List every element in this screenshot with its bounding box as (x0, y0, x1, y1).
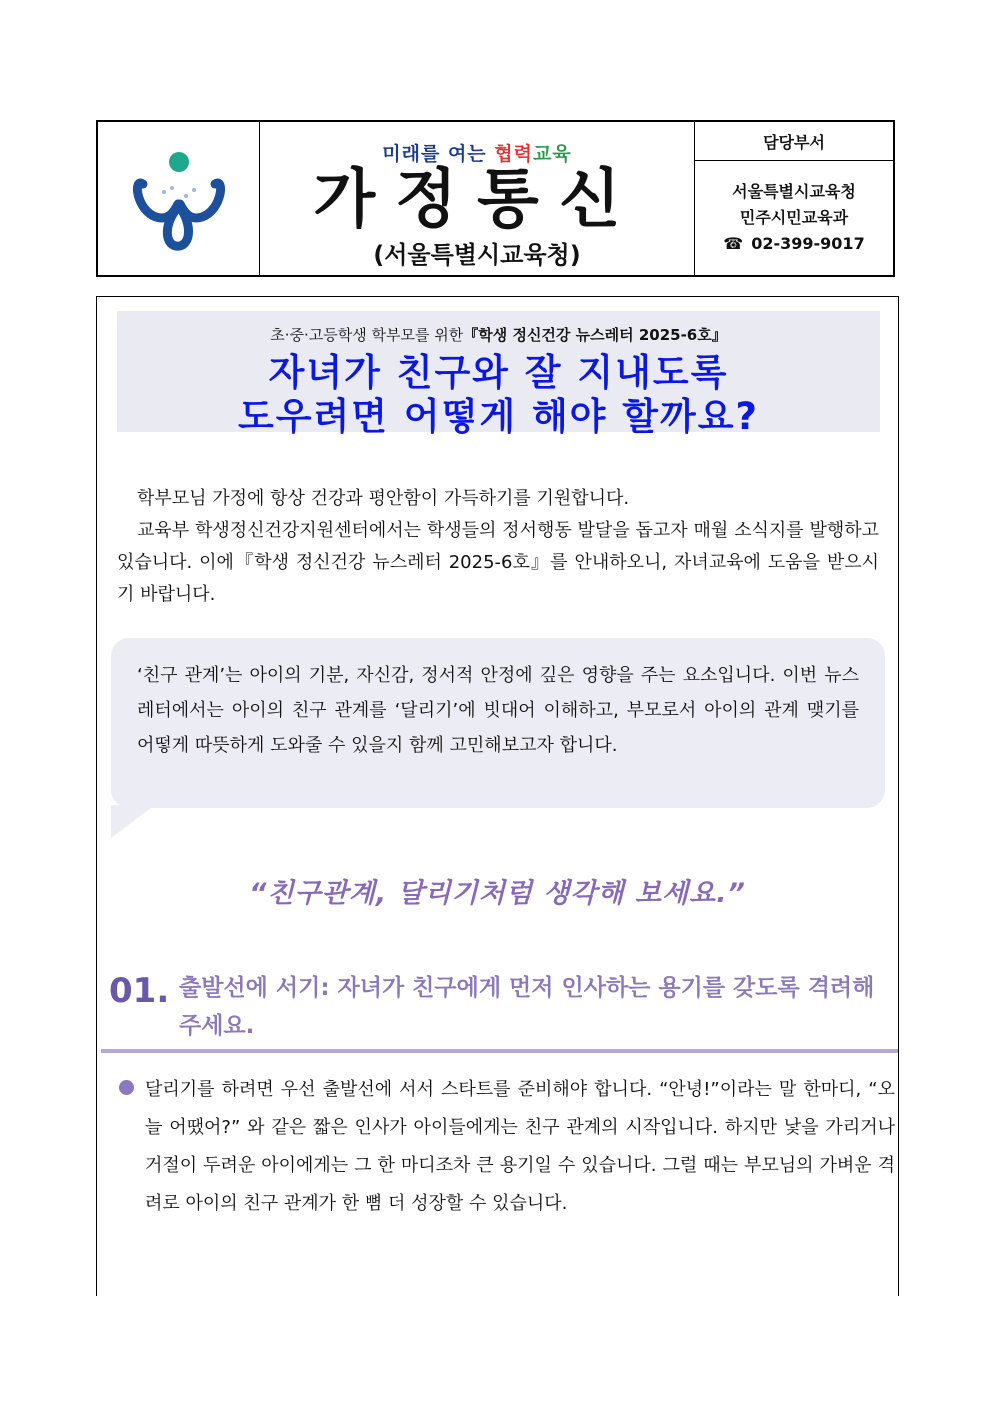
speech-bubble-tail (111, 805, 155, 838)
slogan-part3: 교육 (533, 143, 572, 165)
section-number: 01. (109, 971, 170, 1011)
phone-icon: ☎ (723, 234, 744, 253)
title-banner (117, 311, 880, 438)
seoul-education-logo (98, 122, 259, 275)
department-phone-line (723, 231, 864, 257)
intro-text (117, 483, 879, 611)
quote-heading: “친구관계, 달리기처럼 생각해 보세요.” (249, 878, 746, 909)
department-phone: 02-399-9017 (751, 234, 865, 253)
headline-line2: 도우려면 어떻게 해야 할까요? (237, 395, 759, 438)
newsletter-header (96, 120, 895, 277)
slogan-part1: 미래를 여는 (382, 143, 495, 165)
slogan-part2: 협력 (494, 143, 533, 165)
department-division: 민주시민교육과 (739, 208, 849, 227)
section-divider (101, 1049, 898, 1053)
banner-lead (117, 324, 880, 345)
content-frame (96, 296, 899, 1296)
department-org: 서울특별시교육청 (732, 182, 856, 201)
department-label: 담당부서 (695, 122, 893, 161)
bullet-icon (119, 1080, 134, 1095)
banner-headline (117, 351, 880, 439)
department-info (695, 161, 893, 275)
logo-cell (98, 122, 260, 275)
banner-lead-text: 초·중·고등학생 학부모를 위한 (270, 326, 464, 344)
section-title: 출발선에 서기: 자녀가 친구에게 먼저 인사하는 용기를 갖도록 격려해 주세요. (179, 975, 875, 1039)
title-cell (260, 122, 695, 275)
section-bullet-text: 달리기를 하려면 우선 출발선에 서서 스타트를 준비해야 합니다. “안녕!”이라는 말 한마디, “오늘 어땠어?” 와 같은 짧은 인사가 아이들에게는 친구 관계의 시작입니다. 하지만 낯을 가리거나 거절이 두려운 아이에게는 그 한 마디조차 큰 용기일 수 있습니다. 그럴 때는 부모님의 가벼운 격려로 아이의 친구 관계가 한 뼘 더 성장할 수 있습니다. (145, 1079, 895, 1214)
headline-line1: 자녀가 친구와 잘 지내도록 (268, 351, 729, 394)
intro-paragraph-1: 학부모님 가정에 항상 건강과 평안함이 가득하기를 기원합니다. (137, 488, 630, 509)
department-cell (695, 122, 893, 275)
banner-lead-bold: 『학생 정신건강 뉴스레터 2025-6호』 (463, 326, 727, 344)
page-subtitle: (서울특별시교육청) (373, 241, 581, 269)
slogan (260, 139, 694, 166)
page-title: 가정통신 (313, 163, 641, 237)
speech-bubble-text: ‘친구 관계’는 아이의 기분, 자신감, 정서적 안정에 깊은 영향을 주는 요소입니다. 이번 뉴스레터에서는 아이의 친구 관계를 ‘달리기’에 빗대어 이해하고, 부모로서 아이의 관계 맺기를 어떻게 따뜻하게 도와줄 수 있을지 함께 고민해보고자 합니다. (137, 665, 859, 756)
intro-paragraph-2: 교육부 학생정신건강지원센터에서는 학생들의 정서행동 발달을 돕고자 매월 소식지를 발행하고 있습니다. 이에『학생 정신건강 뉴스레터 2025-6호』를 안내하오니, 자녀교육에 도움을 받으시기 바랍니다. (117, 520, 879, 605)
speech-bubble (111, 638, 885, 808)
